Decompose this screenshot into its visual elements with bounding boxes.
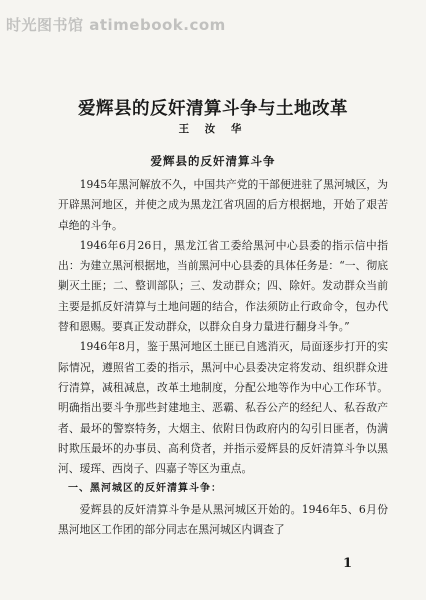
article-body: [58, 175, 388, 540]
paragraph: 1945年黑河解放不久，中国共产党的干部便进驻了黑河城区，为开辟黑河地区，并使之成为黑龙江省巩固的后方根据地，开始了艰苦卓绝的斗争。: [58, 178, 388, 232]
author-name: 王 汝 华: [178, 123, 248, 135]
watermark: 时光图书馆 atimebook.com: [6, 16, 226, 34]
page-number: 1: [343, 556, 353, 571]
section-heading: 爱辉县的反奸清算斗争: [150, 154, 276, 168]
article-title: 爱辉县的反奸清算斗争与土地改革: [78, 99, 348, 119]
sub-heading: 一、黑河城区的反奸清算斗争：: [68, 483, 222, 495]
paragraph: 1946年6月26日，黑龙江省工委给黑河中心县委的指示信中指出：为建立黑河根据地，当前黑河中心县委的具体任务是：“一、彻底剿灭土匪；二、整训部队；三、发动群众；四、除奸。发动群众当前主要是抓反奸清算与土地问题的结合，作法须防止行政命令，包办代替和恩赐。要真正发动群众，以群众自身力量进行翻身斗争。”: [58, 238, 388, 334]
paragraph: 1946年8月，鉴于黑河地区土匪已自逃消灭，局面逐步打开的实际情况，遵照省工委的指示，黑河中心县委决定将发动、组织群众进行清算，减租减息，改革土地制度，分配公地等作为中心工作环节。明确指出要斗争那些封建地主、恶霸、私吞公产的经纪人、私吞敌产者、最坏的警察特务，大烟主、依附日伪政府内的勾引日匪者，伪满时欺压最坏的办事员、高利贷者，并指示爱辉县的反奸清算斗争以黑河、瑷珲、西岗子、四嘉子等区为重点。: [58, 340, 388, 476]
paragraph: 爱辉县的反奸清算斗争是从黑河城区开始的。1946年5、6月份黑河地区工作团的部分同志在黑河城区内调查了: [58, 502, 388, 537]
